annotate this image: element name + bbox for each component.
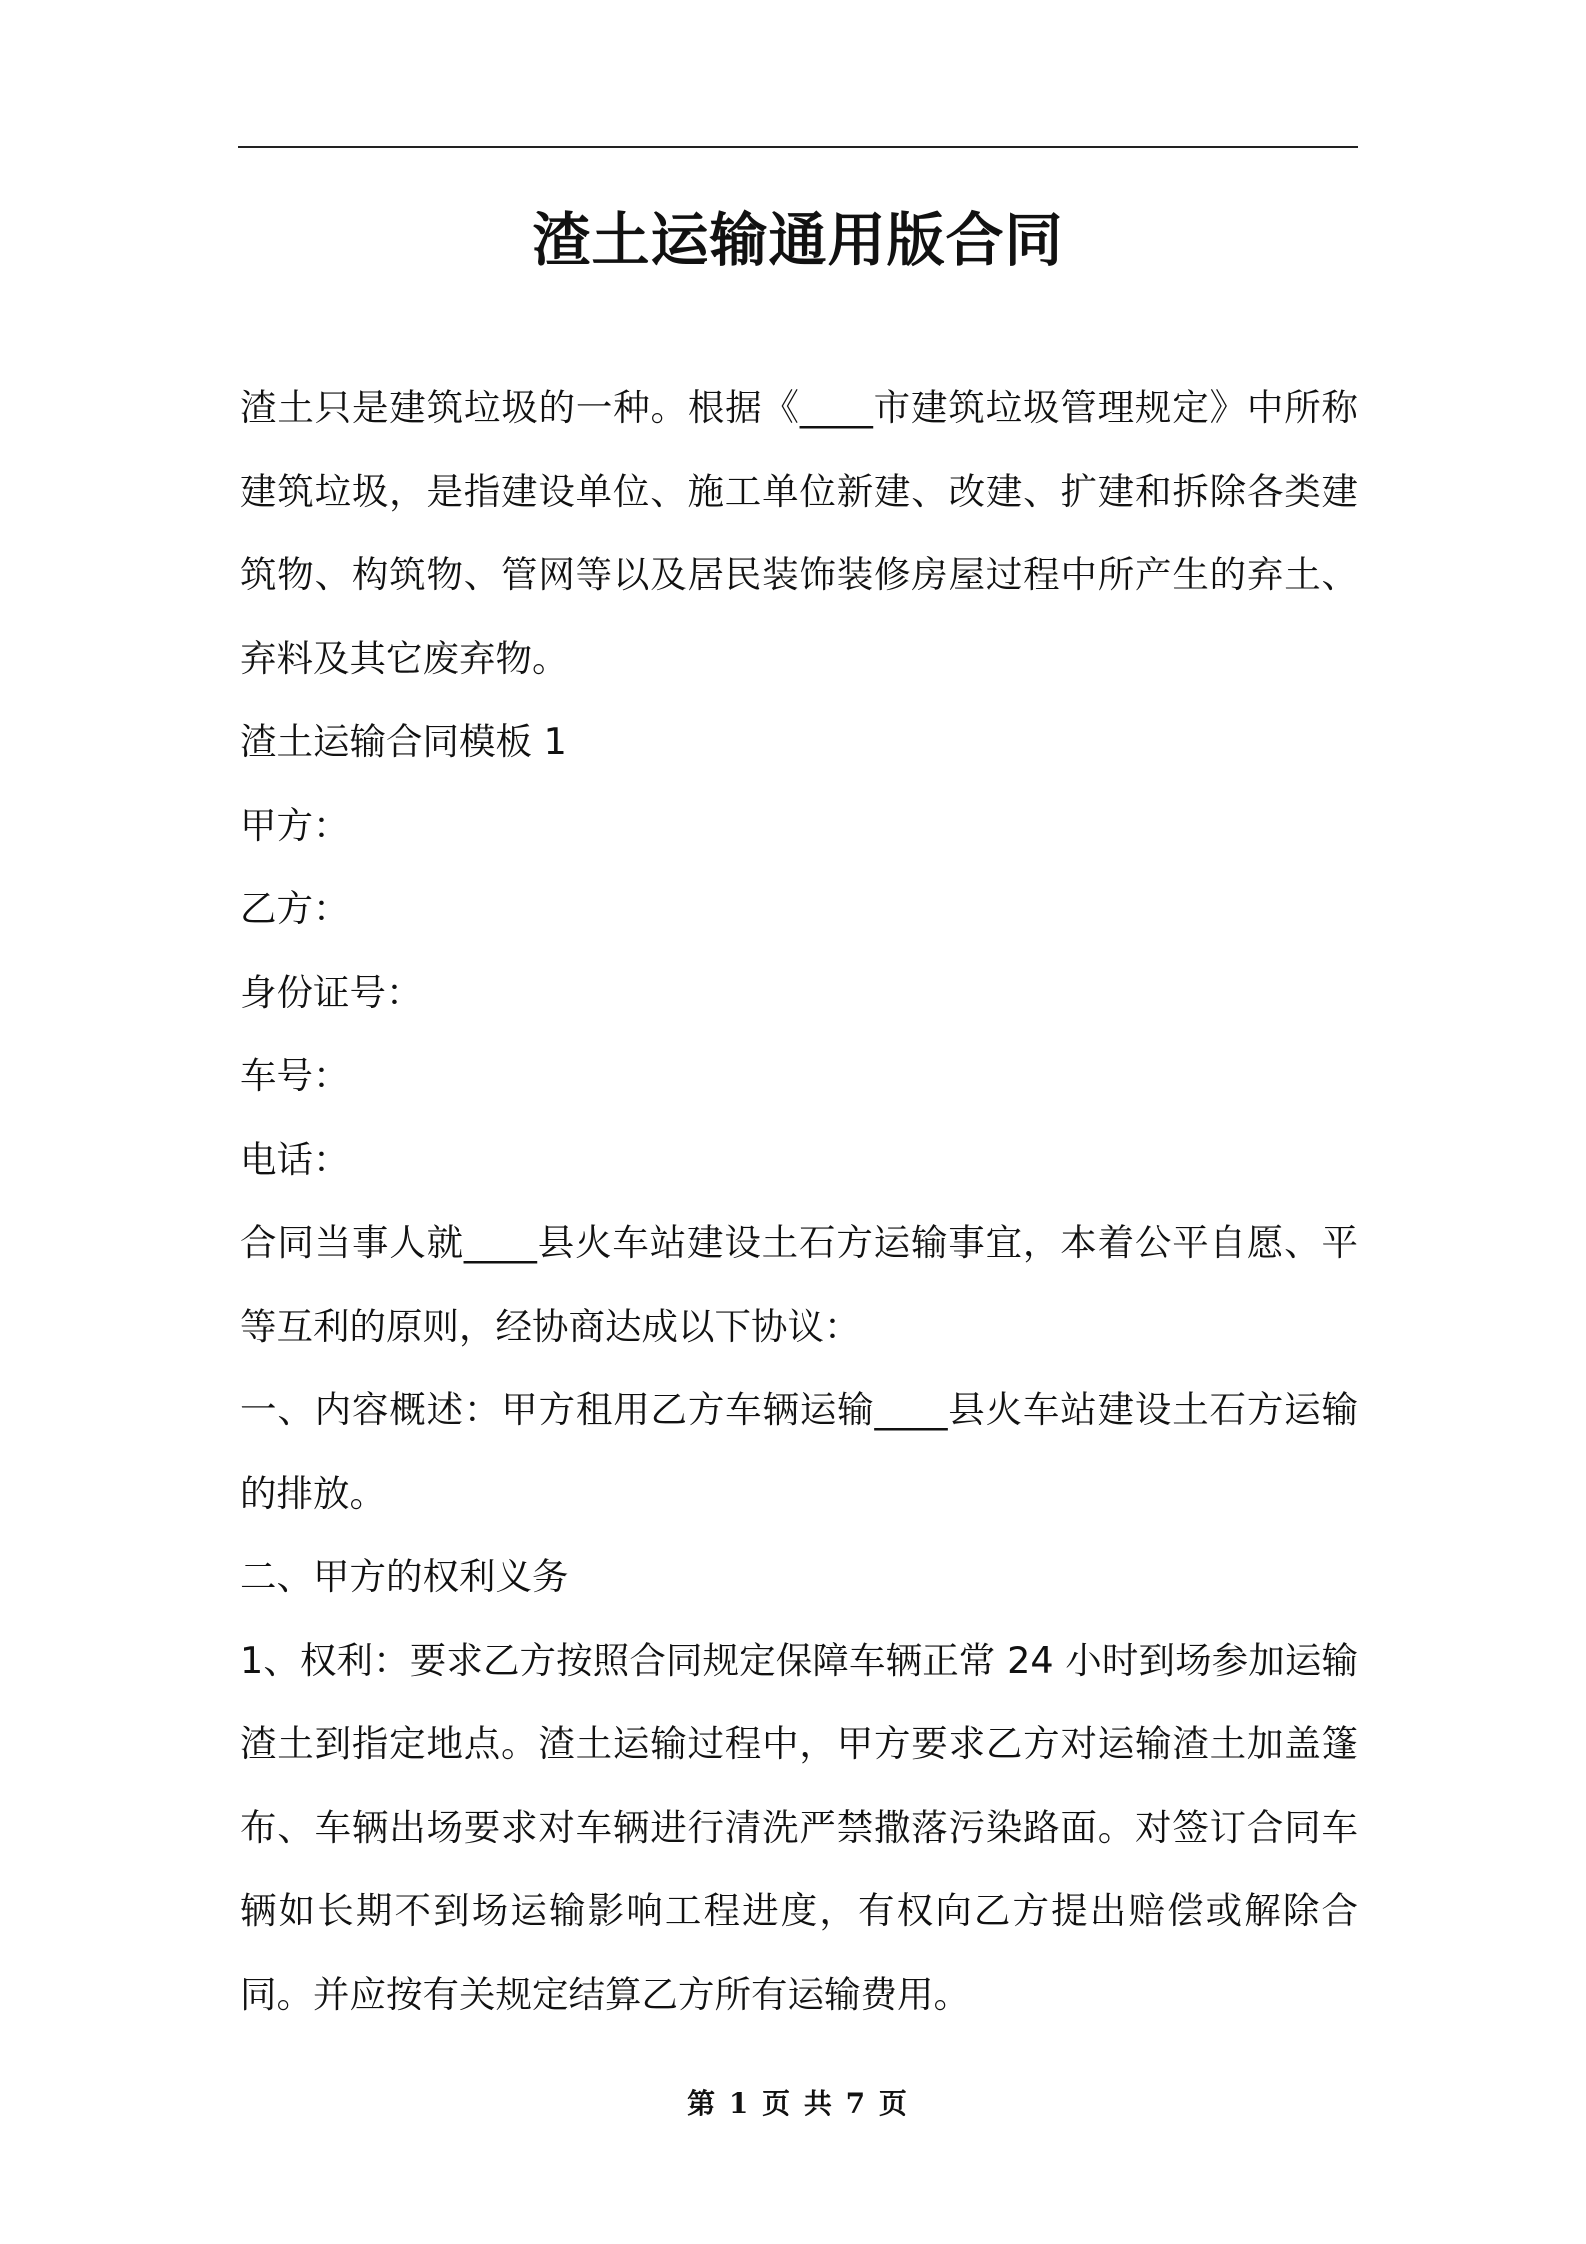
phone-field: 电话： bbox=[240, 1137, 350, 1181]
party-b-field: 乙方： bbox=[240, 887, 350, 930]
document-title: 渣土运输通用版合同 bbox=[532, 206, 1064, 274]
header-rule bbox=[238, 146, 1358, 148]
section-1-overview: 一、内容概述：甲方租用乙方车辆运输____县火车站建设土石方运输的排放。 bbox=[240, 1388, 1358, 1515]
party-a-field: 甲方： bbox=[240, 803, 350, 847]
section-2-heading: 二、甲方的权利义务 bbox=[240, 1555, 569, 1598]
id-number-field: 身份证号： bbox=[240, 970, 423, 1014]
document-body bbox=[240, 366, 1358, 2036]
page-number: 第 1 页 共 7 页 bbox=[687, 2087, 909, 2120]
intro-paragraph: 渣土只是建筑垃圾的一种。根据《____市建筑垃圾管理规定》中所称建筑垃圾，是指建设单位、施工单位新建、改建、扩建和拆除各类建筑物、构筑物、管网等以及居民装饰装修房屋过程中所产生的弃土、弃料及其它废弃物。 bbox=[240, 386, 1358, 680]
clause-1-rights: 1、权利：要求乙方按照合同规定保障车辆正常 24 小时到场参加运输渣土到指定地点。渣土运输过程中，甲方要求乙方对运输渣土加盖篷布、车辆出场要求对车辆进行清洗严禁撒落污染路面。对签订合同车辆如长期不到场运输影响工程进度，有权向乙方提出赔偿或解除合同。并应按有关规定结算乙方所有运输费用。 bbox=[240, 1638, 1358, 2016]
vehicle-number-field: 车号： bbox=[240, 1054, 350, 1097]
template-heading: 渣土运输合同模板 1 bbox=[240, 720, 567, 763]
agreement-preamble: 合同当事人就____县火车站建设土石方运输事宜，本着公平自愿、平等互利的原则，经协商达成以下协议： bbox=[240, 1221, 1358, 1348]
